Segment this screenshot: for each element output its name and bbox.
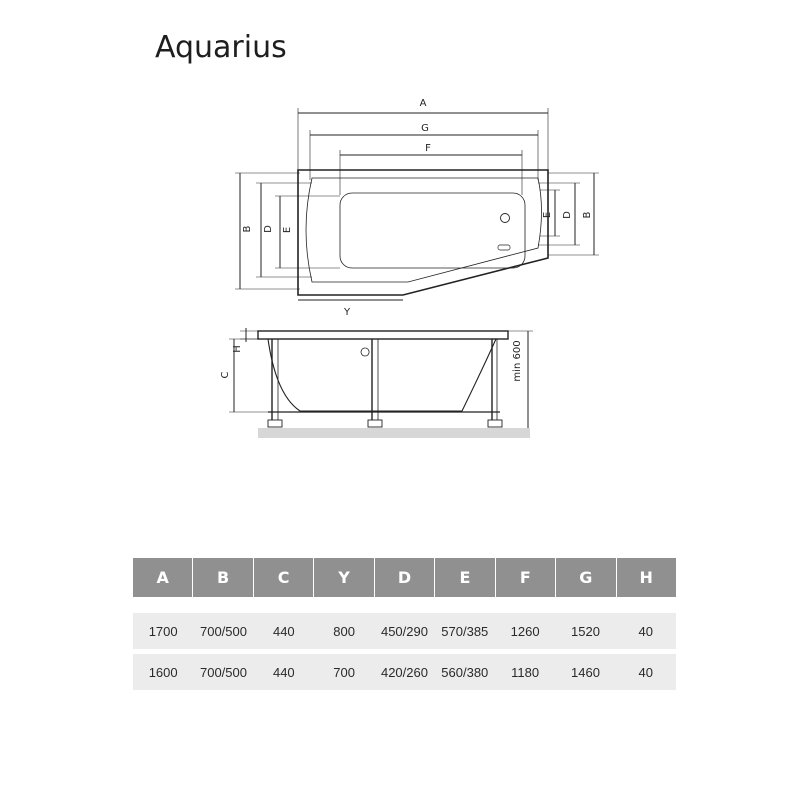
side-view: [229, 328, 533, 432]
table-cell: 700/500: [193, 613, 253, 649]
table-cell: 1700: [133, 613, 193, 649]
table-cell: 560/380: [435, 654, 495, 690]
table-cell: 1260: [495, 613, 555, 649]
table-cell: 1600: [133, 654, 193, 690]
label-d-right: D: [562, 211, 573, 219]
label-d-left: D: [263, 225, 274, 233]
table-cell: 440: [254, 613, 314, 649]
label-e-left: E: [282, 226, 293, 234]
foot-left: [268, 420, 282, 427]
table-cell: 700/500: [193, 654, 253, 690]
label-a: A: [419, 98, 427, 109]
label-y: Y: [343, 307, 351, 318]
table-cell: 450/290: [374, 613, 434, 649]
table-cell: 440: [254, 654, 314, 690]
header-y: Y: [314, 558, 374, 597]
table-cell: 40: [616, 654, 676, 690]
foot-right: [488, 420, 502, 427]
table-header: [133, 558, 676, 597]
table-cell: 700: [314, 654, 374, 690]
label-h: H: [232, 345, 243, 353]
floor: [258, 428, 530, 438]
table-cell: 420/260: [374, 654, 434, 690]
label-g: G: [421, 123, 429, 134]
table-cell: 570/385: [435, 613, 495, 649]
top-view: [235, 108, 599, 300]
drain: [498, 245, 510, 250]
header-d: D: [375, 558, 435, 597]
tub-outline-top: [298, 170, 548, 295]
label-min600: min 600: [512, 340, 523, 382]
tub-rim: [306, 178, 542, 282]
label-e-right: E: [542, 211, 553, 219]
header-c: C: [254, 558, 314, 597]
table-cell: 1180: [495, 654, 555, 690]
header-g: G: [556, 558, 616, 597]
table-cell: 1520: [555, 613, 615, 649]
header-a: A: [133, 558, 193, 597]
label-c: C: [220, 371, 231, 379]
header-e: E: [435, 558, 495, 597]
tub-rim-side: [258, 331, 508, 339]
overflow-side: [361, 348, 369, 356]
header-h: H: [617, 558, 676, 597]
tub-basin: [340, 193, 525, 268]
header-f: F: [496, 558, 556, 597]
label-b-right: B: [582, 211, 593, 219]
table-row: [133, 613, 676, 649]
product-title: Aquarius: [155, 30, 287, 65]
header-b: B: [193, 558, 253, 597]
label-b-left: B: [242, 225, 253, 233]
label-f: F: [425, 143, 431, 154]
dimensions-table: [133, 558, 676, 695]
table-cell: 40: [616, 613, 676, 649]
tub-body-side: [268, 339, 496, 411]
overflow-drain: [501, 214, 510, 223]
foot-middle: [368, 420, 382, 427]
table-cell: 1460: [555, 654, 615, 690]
table-row: [133, 654, 676, 690]
table-cell: 800: [314, 613, 374, 649]
